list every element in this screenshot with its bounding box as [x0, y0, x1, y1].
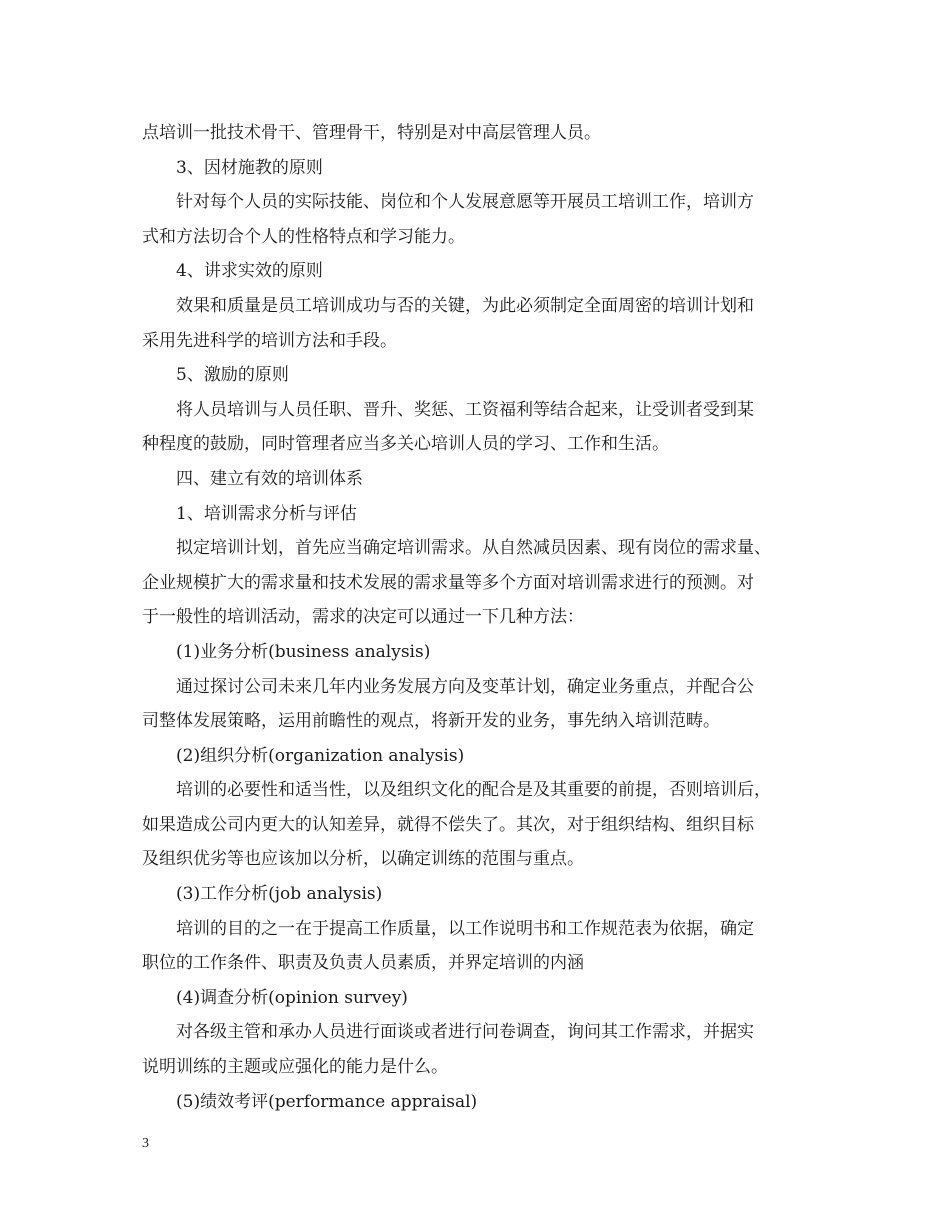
text-line: (1)业务分析(business analysis): [176, 641, 431, 662]
text-line: 4、讲求实效的原则: [176, 261, 323, 282]
text-line: 职位的工作条件、职责及负责人员素质，并界定培训的内涵: [142, 953, 584, 974]
text-line: 说明训练的主题或应强化的能力是什么。: [142, 1057, 448, 1078]
text-line: 通过探讨公司未来几年内业务发展方向及变革计划，确定业务重点，并配合公: [176, 676, 754, 697]
text-line: 将人员培训与人员任职、晋升、奖惩、工资福利等结合起来，让受训者受到某: [176, 399, 754, 420]
text-line: 针对每个人员的实际技能、岗位和个人发展意愿等开展员工培训工作，培训方: [176, 192, 754, 213]
text-line: 种程度的鼓励，同时管理者应当多关心培训人员的学习、工作和生活。: [142, 434, 669, 455]
text-line: (2)组织分析(organization analysis): [176, 745, 465, 766]
text-line: 企业规模扩大的需求量和技术发展的需求量等多个方面对培训需求进行的预测。对: [142, 572, 754, 593]
text-line: 拟定培训计划，首先应当确定培训需求。从自然减员因素、现有岗位的需求量、: [176, 538, 771, 559]
text-line: 式和方法切合个人的性格特点和学习能力。: [142, 226, 465, 247]
text-line: 及组织优劣等也应该加以分析，以确定训练的范围与重点。: [142, 849, 584, 870]
text-line: 采用先进科学的培训方法和手段。: [142, 330, 397, 351]
text-line: (4)调查分析(opinion survey): [176, 987, 408, 1008]
page-number: 3: [142, 1136, 149, 1151]
text-line: 四、建立有效的培训体系: [176, 468, 363, 489]
text-line: 点培训一批技术骨干、管理骨干，特别是对中高层管理人员。: [142, 123, 601, 143]
text-line: 司整体发展策略，运用前瞻性的观点，将新开发的业务，事先纳入培训范畴。: [142, 711, 720, 732]
text-line: 1、培训需求分析与评估: [176, 503, 357, 524]
text-line: 5、激励的原则: [176, 365, 289, 386]
text-line: 培训的必要性和适当性，以及组织文化的配合是及其重要的前提，否则培训后，: [176, 780, 771, 801]
text-line: 3、因材施教的原则: [176, 157, 323, 178]
text-line: 于一般性的培训活动，需求的决定可以通过一下几种方法：: [142, 607, 584, 628]
text-line: 培训的目的之一在于提高工作质量，以工作说明书和工作规范表为依据，确定: [176, 918, 754, 939]
text-line: (5)绩效考评(performance appraisal): [176, 1091, 478, 1112]
text-line: 如果造成公司内更大的认知差异，就得不偿失了。其次，对于组织结构、组织目标: [142, 814, 754, 835]
text-line: 效果和质量是员工培训成功与否的关键，为此必须制定全面周密的培训计划和: [176, 295, 754, 316]
text-line: (3)工作分析(job analysis): [176, 884, 383, 905]
text-line: 对各级主管和承办人员进行面谈或者进行问卷调查，询问其工作需求，并据实: [176, 1022, 754, 1043]
document-body: [142, 116, 822, 1119]
